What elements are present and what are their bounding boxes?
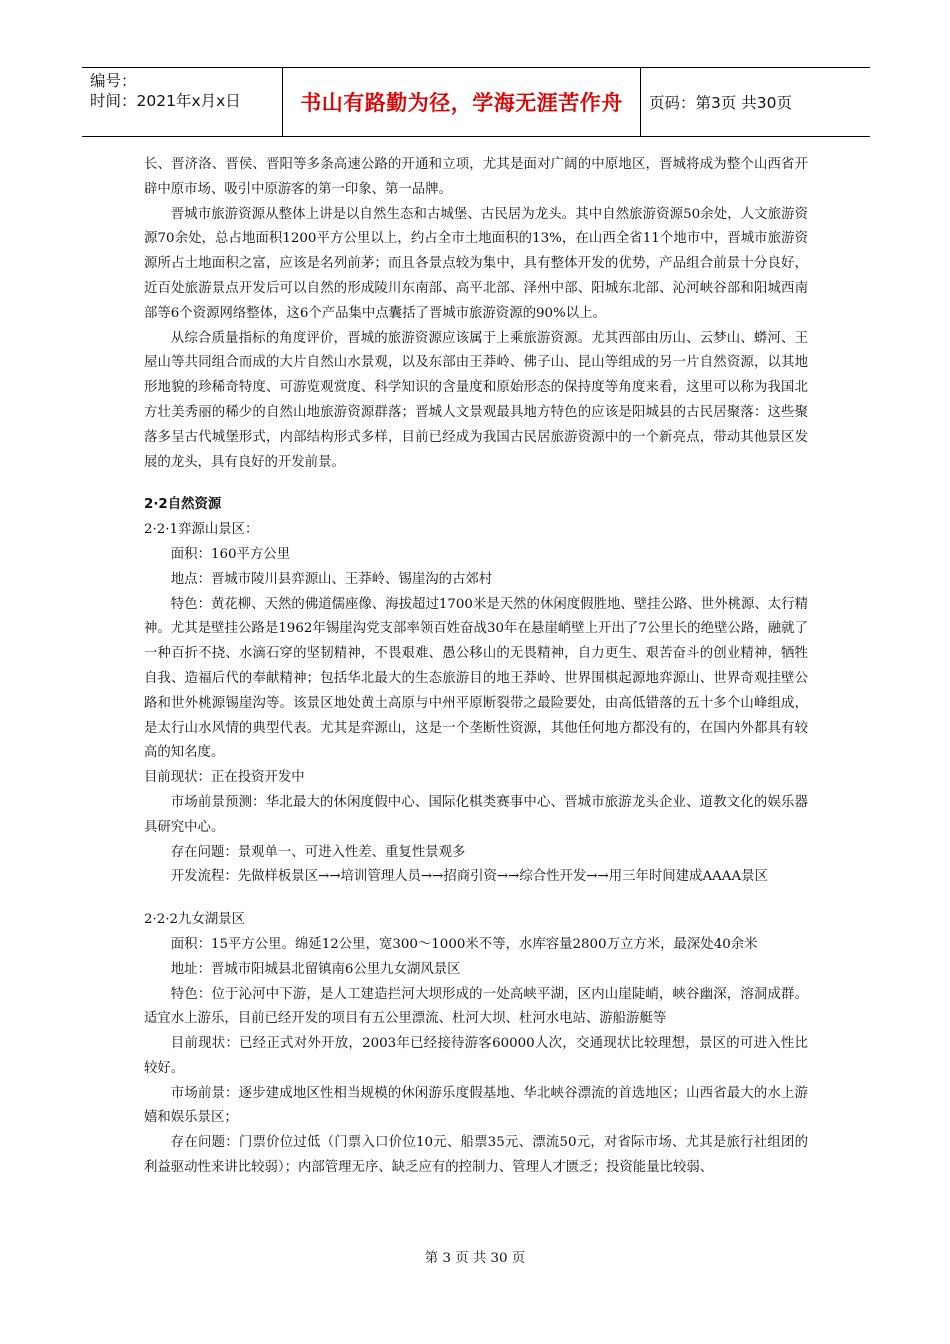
problems-paragraph: 存在问题：门票价位过低（门票入口价位10元、船票35元、漂流50元，对省际市场、尤其是旅行社组团的利益驱动性来讲比较弱）；内部管理无序、缺乏应有的控制力、管理人才匮乏；投资能量比较弱、 xyxy=(144,1135,808,1176)
process-paragraph: 开发流程：先做样板景区→→培训管理人员→→招商引资→→综合性开发→→用三年时间建成AAAA景区 xyxy=(170,869,768,885)
header-motto-cell xyxy=(283,68,641,136)
spacer xyxy=(144,890,808,908)
market-paragraph: 市场前景：逐步建成地区性相当规模的休闲游乐度假基地、华北峡谷漂流的首选地区；山西省最大的水上游嬉和娱乐景区； xyxy=(144,1085,808,1126)
area-line: 面积：160平方公里 xyxy=(170,546,291,562)
paragraph-continued: 长、晋济洛、晋侯、晋阳等多条高速公路的开通和立项，尤其是面对广阔的中原地区，晋城将成为整个山西省开辟中原市场、吸引中原游客的第一印象、第一品牌。 xyxy=(144,157,808,197)
page-footer: 第 3 页 共 30 页 xyxy=(424,1251,526,1266)
features-paragraph: 特色：黄花柳、天然的佛道儒座像、海拔超过1700米是天然的休闲度假胜地、壁挂公路、世外桃源、太行精神。尤其是壁挂公路是1962年锡崖沟党支部率领百姓奋战30年在悬崖峭壁上开出了7公里长的绝壁公路，融就了一种百折不挠、水滴石穿的坚韧精神，不畏艰难、愚公移山的无畏精神，自力更生、艰苦奋斗的创业精神，牺牲自我、造福后代的奉献精神；包括华北最大的生态旅游目的地王莽岭、世界围棋起源地弈源山、世界奇观挂壁公路和世外桃源锡崖沟等。该景区地处黄土高原与中州平原断裂带之最险要处，由高低错落的五十多个山峰组成，是太行山水风情的典型代表。尤其是弈源山，这是一个垄断性资源，其他任何地方都没有的，在国内外都具有较高的知名度。 xyxy=(144,596,808,761)
header-left-cell xyxy=(82,68,283,136)
section-heading: 2·2自然资源 xyxy=(144,497,222,513)
header-table xyxy=(82,67,870,137)
spacer xyxy=(144,475,808,493)
subsection-title: 2·2·2九女湖景区 xyxy=(144,912,246,928)
page-info: 页码：第3页 共30页 xyxy=(649,94,793,112)
doc-number-label: 编号： xyxy=(90,72,137,90)
features-paragraph: 特色：位于沁河中下游，是人工建造拦河大坝形成的一处高峡平湖，区内山崖陡峭，峡谷幽深，溶洞成群。适宜水上游乐，目前已经开发的项目有五公里漂流、杜河大坝、杜河水电站、游船游艇等 xyxy=(144,986,808,1027)
status-paragraph: 目前现状：已经正式对外开放，2003年已经接待游客60000人次，交通现状比较理想，景区的可进入性比较好。 xyxy=(144,1036,808,1076)
document-body xyxy=(144,153,808,1181)
status-line: 目前现状：正在投资开发中 xyxy=(144,770,305,786)
problems-line: 存在问题：景观单一、可进入性差、重复性景观多 xyxy=(170,844,466,860)
address-line: 地址：晋城市阳城县北留镇南6公里九女湖风景区 xyxy=(170,961,461,977)
paragraph-resources-overview: 晋城市旅游资源从整体上讲是以自然生态和古城堡、古民居为龙头。其中自然旅游资源50余处，人文旅游资源70余处，总占地面积1200平方公里以上，约占全市土地面积的13%，在山西全省11个地市中，晋城市旅游资源所占土地面积之富，应该是名列前茅；而且各景点较为集中，具有整体开发的优势，产品组合前景十分良好，近百处旅游景点开发后可以自然的形成陵川东南部、高平北部、泽州中部、阳城东北部、沁河峡谷部和阳城西南部等6个资源网络整体，这6个产品集中点囊括了晋城市旅游资源的90%以上。 xyxy=(144,206,808,321)
subsection-title: 2·2·1弈源山景区： xyxy=(144,522,259,538)
header-page-cell xyxy=(641,68,870,136)
market-paragraph: 市场前景预测：华北最大的休闲度假中心、国际化棋类赛事中心、晋城市旅游龙头企业、道教文化的娱乐器具研究中心。 xyxy=(144,794,808,835)
paragraph-quality-evaluation: 从综合质量指标的角度评价，晋城的旅游资源应该属于上乘旅游资源。尤其西部由历山、云梦山、蟒河、王屋山等共同组合而成的大片自然山水景观，以及东部由王莽岭、佛子山、昆山等组成的另一片自然资源，以其地形地貌的珍稀奇特度、可游览观赏度、科学知识的含量度和原始形态的保持度等角度来看，这里可以称为我国北方壮美秀丽的稀少的自然山地旅游资源群落；晋城人文景观最具地方特色的应该是阳城县的古民居聚落：这些聚落多呈古代城堡形式，内部结构形式多样，目前已经成为我国古民居旅游资源中的一个新亮点，带动其他景区发展的龙头，具有良好的开发前景。 xyxy=(144,330,808,470)
motto-text: 书山有路勤为径，学海无涯苦作舟 xyxy=(300,91,623,115)
location-line: 地点：晋城市陵川县弈源山、王莽岭、锡崖沟的古郊村 xyxy=(170,571,493,587)
doc-time-label: 时间：2021年x月x日 xyxy=(90,92,241,110)
area-line: 面积：15平方公里。绵延12公里，宽300～1000米不等，水库容量2800万立方米，最深处40余米 xyxy=(170,936,758,952)
